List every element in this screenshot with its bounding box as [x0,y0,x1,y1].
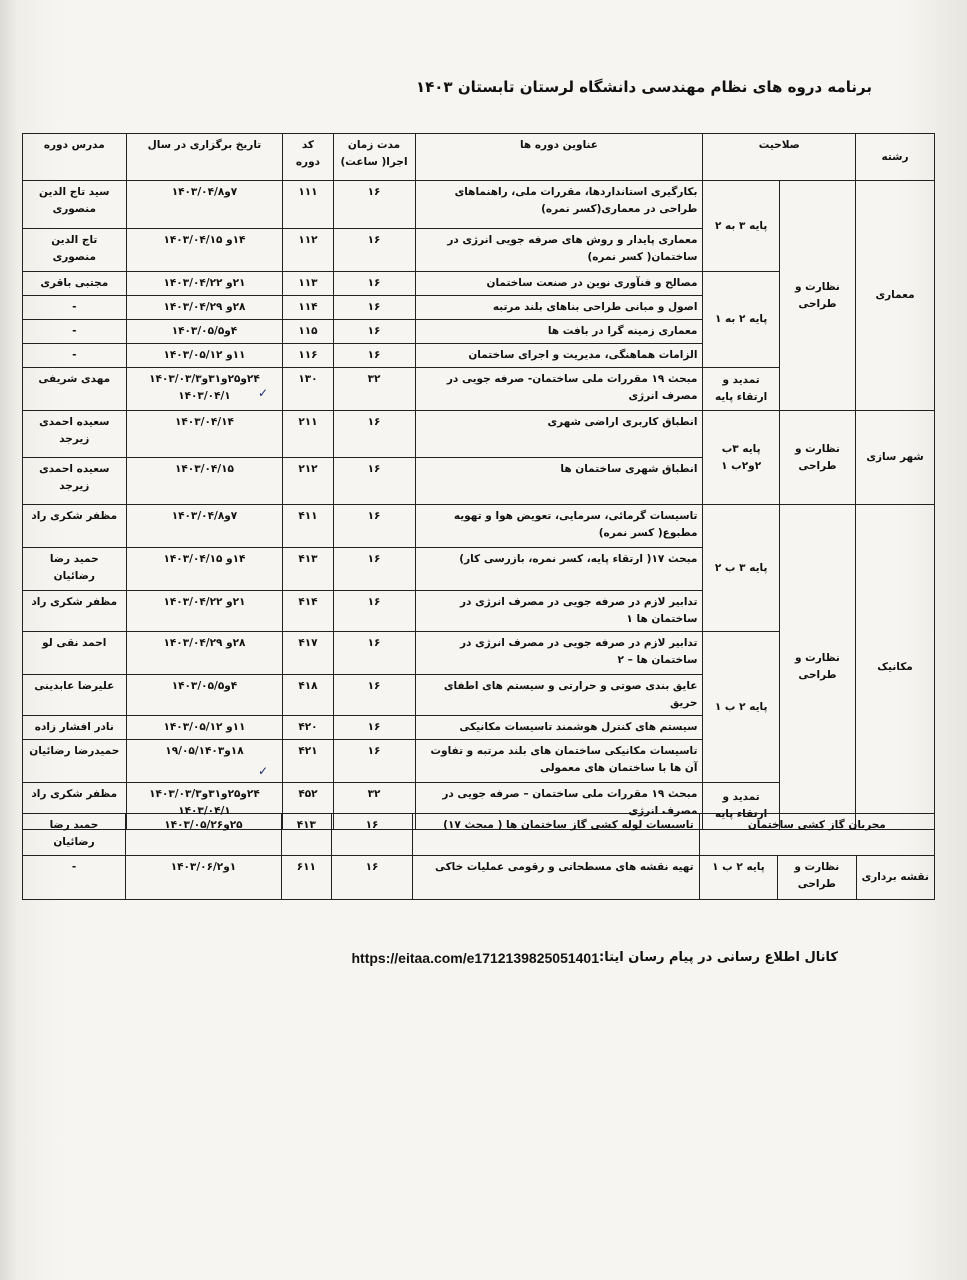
header-major: رشته [856,134,935,181]
course-code: ۴۱۳ [281,814,331,856]
course-instructor: حمید رضا رضائیان [23,814,126,856]
major-mechanical: مکانیک [856,505,935,830]
course-hours: ۱۶ [333,716,415,740]
course-code: ۴۱۸ [283,675,333,716]
course-instructor: - [23,320,127,344]
course-hours: ۱۶ [333,632,415,675]
footer-label: کانال اطلاع رسانی در پیام رسان ایتا: [599,950,838,965]
level-surveying: پایه ۲ ب ۱ [699,856,777,900]
course-dates: ۴و۱۴۰۳/۰۵/۵ [126,675,283,716]
course-title: الزامات هماهنگی، مدیریت و اجرای ساختمان [415,344,703,368]
level-urban: پایه ۳ب ۲و۲ب ۱ [703,411,779,505]
course-code: ۱۱۵ [283,320,333,344]
course-code: ۱۱۶ [283,344,333,368]
course-title: اصول و مبانی طراحی بناهای بلند مرتبه [415,296,703,320]
level-arch-3-2: پایه ۳ به ۲ [703,181,779,272]
course-hours: ۱۶ [333,505,415,548]
header-instructor: مدرس دوره [23,134,127,181]
course-title: مبحث ۱۹ مقررات ملی ساختمان- صرفه جویی در مصرف انرژی [415,368,703,411]
course-title: تدابیر لازم در صرفه جویی در مصرف انرژی در ساختمان ها ۱ [415,591,703,632]
course-dates: ۱۴۰۳/۰۴/۱۴ [126,411,283,458]
course-instructor: تاج الدین منصوری [23,229,127,272]
course-title: بکارگیری استانداردها، مقررات ملی، راهنماهای طراحی در معماری(کسر نمره) [415,181,703,229]
course-title: مبحث ۱۹ مقررات ملی ساختمان – صرفه جویی در مصرف انرژی [415,783,703,830]
check-mark-icon: ✓ [258,764,269,778]
course-dates: ۲۸و ۱۴۰۳/۰۴/۲۹ [126,632,283,675]
course-code: ۱۱۲ [283,229,333,272]
course-instructor: علیرضا عابدینی [23,675,127,716]
course-dates: ۲۱و ۱۴۰۳/۰۴/۲۲ [126,591,283,632]
course-dates: ۴و۱۴۰۳/۰۵/۵ [126,320,283,344]
channel-link[interactable]: https://eitaa.com/e1712139825051401 [351,950,599,966]
course-title: معماری زمینه گرا در بافت ها [415,320,703,344]
major-architecture: معماری [856,181,935,411]
course-dates: ۱۴و ۱۴۰۳/۰۴/۱۵ [126,229,283,272]
course-hours: ۱۶ [331,814,413,856]
course-dates: ۲۸و ۱۴۰۳/۰۴/۲۹ [126,296,283,320]
course-hours: ۱۶ [333,458,415,505]
course-instructor: مهدی شریفی [23,368,127,411]
major-surveying: نقشه برداری [856,856,934,900]
table-row [23,411,935,458]
course-instructor: - [23,856,126,900]
level-arch-renewal: تمدید و ارتقاء پایه [703,368,779,411]
course-code: ۴۱۴ [283,591,333,632]
level-mech-2-1: پایه ۲ ب ۱ [703,632,779,783]
header-code: کد دوره [283,134,333,181]
course-instructor: مجتبی باقری [23,272,127,296]
course-dates: ۱۴و ۱۴۰۳/۰۴/۱۵ [126,548,283,591]
course-code: ۶۱۱ [281,856,331,900]
authority-urban: نظارت و طراحی [779,411,855,505]
course-title: انطباق کاربری اراضی شهری [415,411,703,458]
course-instructor: سعیده احمدی زیرجد [23,458,127,505]
course-hours: ۱۶ [333,548,415,591]
table-row [23,814,935,856]
course-hours: ۱۶ [333,296,415,320]
header-course-title: عناوین دوره ها [415,134,703,181]
level-mech-renewal: تمدید و ارتقاء پایه [703,783,779,830]
level-arch-2-1: پایه ۲ به ۱ [703,272,779,368]
course-instructor: سید تاج الدین منصوری [23,181,127,229]
course-dates: ۲۵و۱۴۰۳/۰۵/۲۶ [125,814,281,856]
course-hours: ۱۶ [333,675,415,716]
course-dates: ۲۱و ۱۴۰۳/۰۴/۲۲ [126,272,283,296]
course-code: ۴۲۰ [283,716,333,740]
course-code: ۱۱۳ [283,272,333,296]
course-instructor: مظفر شکری راد [23,505,127,548]
table-row [23,505,935,548]
authority-surveying: نظارت و طراحی [778,856,856,900]
extra-courses-table [22,813,935,900]
header-authority: صلاحیت [703,134,856,181]
course-instructor: حمید رضا رضائیان [23,548,127,591]
course-code: ۲۱۱ [283,411,333,458]
course-title: تاسیسات مکانیکی ساختمان های بلند مرتبه و تفاوت آن ها با ساختمان های معمولی [415,740,703,783]
course-title: تاسیسات لوله کشی گاز ساختمان ها ( مبحث ۱۷) [413,814,699,856]
course-instructor: نادر افشار زاده [23,716,127,740]
course-hours: ۱۶ [333,411,415,458]
course-instructor: سعیده احمدی زیرجد [23,411,127,458]
course-hours: ۱۶ [333,320,415,344]
course-code: ۲۱۲ [283,458,333,505]
course-title: تهیه نقشه های مسطحاتی و رقومی عملیات خاکی [413,856,699,900]
course-code: ۴۲۱ [283,740,333,783]
table-row [23,856,935,900]
authority-mechanical: نظارت و طراحی [779,505,855,830]
table-header-row [23,134,935,181]
course-hours: ۱۶ [333,229,415,272]
course-title: مصالح و فنآوری نوین در صنعت ساختمان [415,272,703,296]
course-title: معماری پایدار و روش های صرفه جویی انرژی در ساختمان( کسر نمره) [415,229,703,272]
course-code: ۱۳۰ [283,368,333,411]
course-code: ۴۵۲ [283,783,333,830]
course-title: تدابیر لازم در صرفه جویی در مصرف انرژی در ساختمان ها – ۲ [415,632,703,675]
authority-architecture: نظارت و طراحی [779,181,855,411]
course-dates: ۲۴و۲۵و۳۱و۱۴۰۳/۰۳/۳ ۱۴۰۳/۰۴/۱ [126,368,283,411]
course-code: ۴۱۱ [283,505,333,548]
course-title: تاسیسات گرمائی، سرمایی، تعویض هوا و تهویه مطبوع( کسر نمره) [415,505,703,548]
course-dates: ۱و۱۴۰۳/۰۶/۲ [125,856,281,900]
course-instructor: مظفر شکری راد [23,783,127,830]
course-hours: ۱۶ [333,591,415,632]
course-dates: ۲۴و۲۵و۳۱و۱۴۰۳/۰۳/۳ ۱۴۰۳/۰۴/۱ [126,783,283,830]
course-hours: ۳۲ [333,368,415,411]
course-instructor: احمد نقی لو [23,632,127,675]
course-hours: ۱۶ [333,272,415,296]
check-mark-icon: ✓ [258,386,269,400]
header-hours: مدت زمان اجرا( ساعت) [333,134,415,181]
course-dates: ۱۱و ۱۴۰۳/۰۵/۱۲ [126,344,283,368]
course-hours: ۱۶ [333,181,415,229]
course-dates: ۷و۱۴۰۳/۰۴/۸ [126,181,283,229]
course-title: انطباق شهری ساختمان ها [415,458,703,505]
course-dates: ۷و۱۴۰۳/۰۴/۸ [126,505,283,548]
authority-gas: مجریان گاز کشی ساختمان [699,814,934,856]
course-code: ۴۱۳ [283,548,333,591]
course-instructor: مظفر شکری راد [23,591,127,632]
course-title: مبحث ۱۷( ارتقاء پایه، کسر نمره، بازرسی کار) [415,548,703,591]
course-instructor: حمیدرضا رضائیان [23,740,127,783]
course-hours: ۱۶ [333,344,415,368]
course-instructor: - [23,344,127,368]
page-title: برنامه دروه های نظام مهندسی دانشگاه لرستان تابستان ۱۴۰۳ [415,78,872,96]
level-mech-3-2: پایه ۳ ب ۲ [703,505,779,632]
course-dates: ۱۴۰۳/۰۴/۱۵ [126,458,283,505]
course-dates: ۱۸و۱۹/۰۵/۱۴۰۳ [126,740,283,783]
course-code: ۱۱۴ [283,296,333,320]
major-urban: شهر سازی [856,411,935,505]
course-title: سیستم های کنترل هوشمند تاسیسات مکانیکی [415,716,703,740]
course-code: ۴۱۷ [283,632,333,675]
course-schedule-table [22,133,935,830]
course-instructor: - [23,296,127,320]
course-hours: ۱۶ [331,856,413,900]
table-row [23,181,935,229]
course-hours: ۳۲ [333,783,415,830]
course-hours: ۱۶ [333,740,415,783]
course-code: ۱۱۱ [283,181,333,229]
course-title: عایق بندی صوتی و حرارتی و سیستم های اطفای حریق [415,675,703,716]
header-dates: تاریخ برگزاری در سال [126,134,283,181]
course-dates: ۱۱و ۱۴۰۳/۰۵/۱۲ [126,716,283,740]
footer [351,950,838,966]
